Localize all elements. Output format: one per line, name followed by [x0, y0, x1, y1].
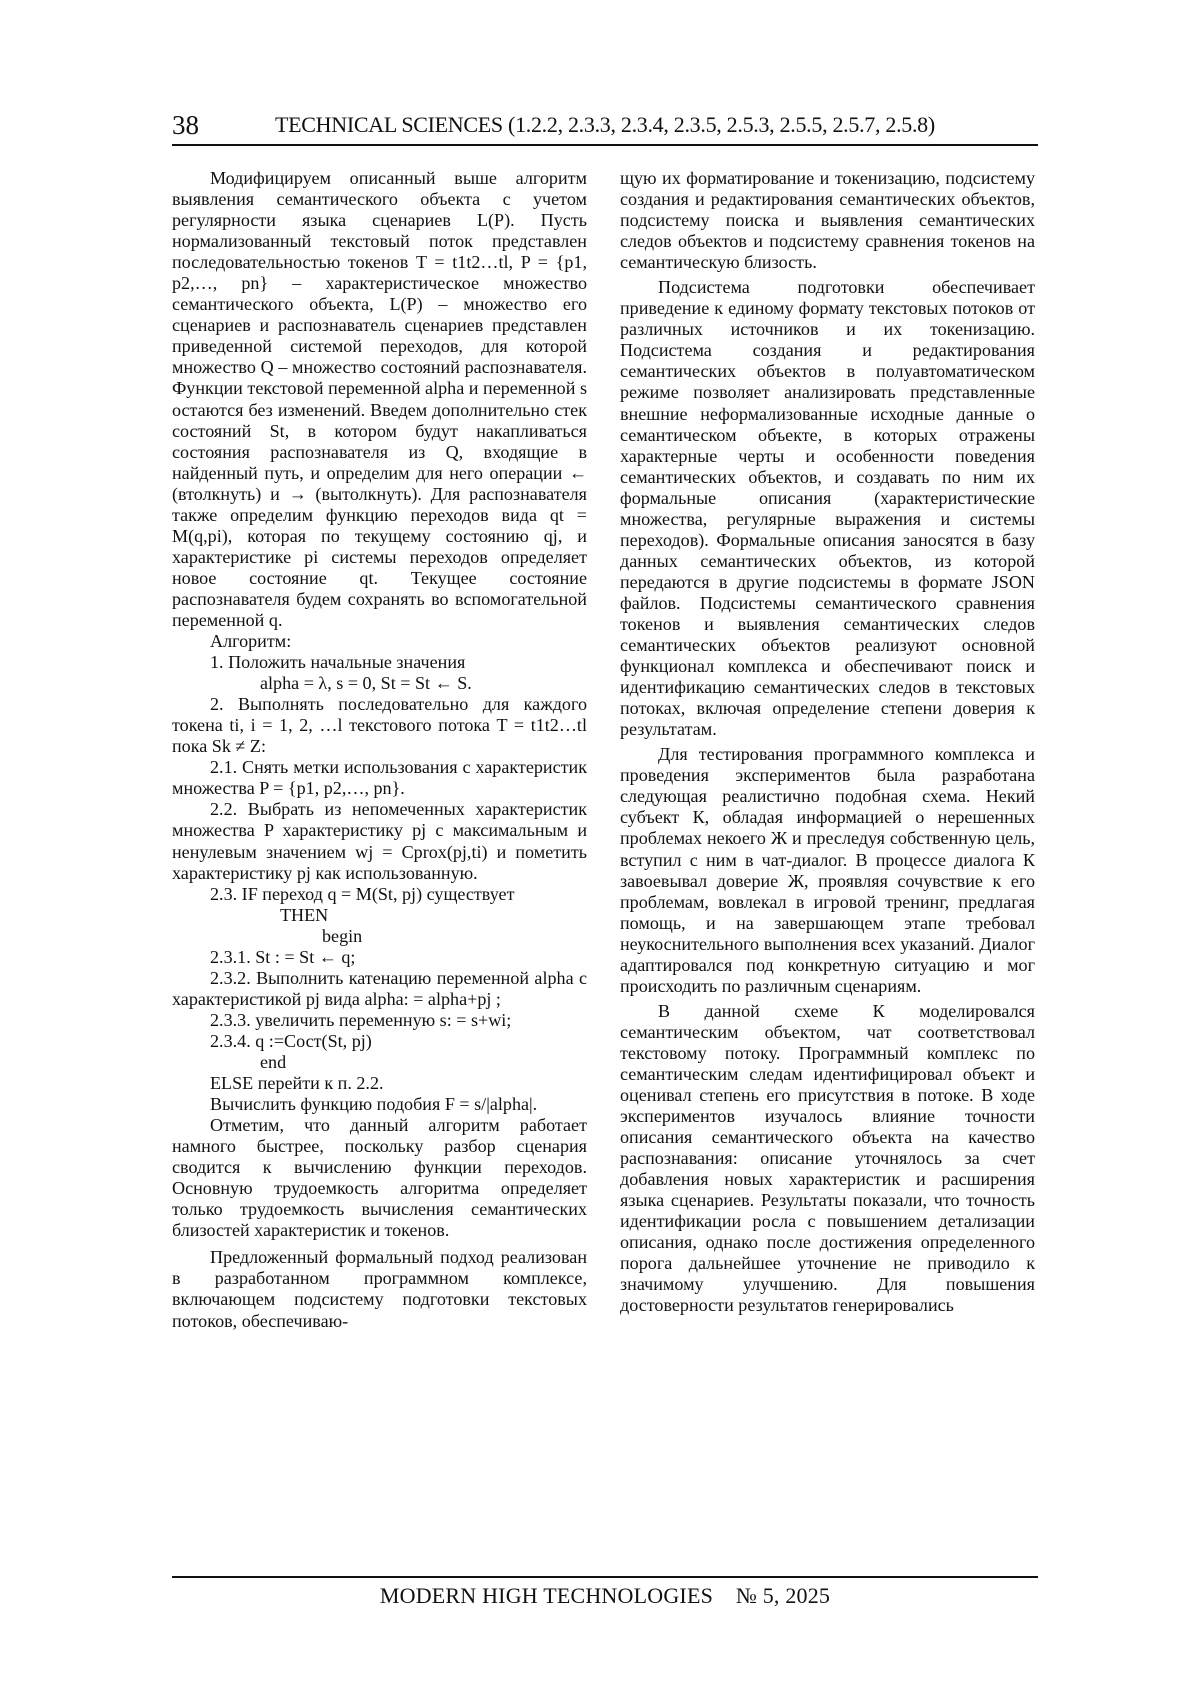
algorithm-keyword: end: [260, 1051, 287, 1072]
paragraph: Отметим, что данный алгоритм работает намного быстрее, поскольку разбор сценария сводится к вычислению функции переходов. Основную трудоемкость алгоритма определяет только трудоемкость вычисления семантических близостей характеристик и токенов.: [172, 1115, 587, 1241]
right-column: [620, 168, 1035, 1317]
left-column: [172, 168, 587, 1332]
journal-name: MODERN HIGH TECHNOLOGIES: [379, 1583, 714, 1608]
algorithm-step: 2.2. Выбрать из непомеченных характеристик множества P характеристику pj с максимальным и ненулевым значением wj = Cprox(pj,ti) и пометить характеристику pj как использованную.: [172, 799, 587, 883]
paragraph: Модифицируем описанный выше алгоритм выявления семантического объекта с учетом регулярности языка сценариев L(P). Пусть нормализованный текстовый поток представлен последовательностью токенов T = t1t2…tl, P = {p1, p2,…, pn} – характеристическое множество семантического объекта, L(P) – множество его сценариев и распознаватель сценариев представлен приведенной системой переходов, для которой множество Q – множество состояний распознавателя. Функции текстовой переменной alpha и переменной s остаются без изменений. Введем дополнительно стек состояний St, в котором будут накапливаться состояния распознавателя из Q, входящие в найденный путь, и определим для него операции ← (втолкнуть) и → (вытолкнуть). Для распознавателя также определим функцию переходов вида qt = M(q,pi), которая по текущему состоянию qj, и характеристике pi системы переходов определяет новое состояние qt. Текущее состояние распознавателя будем сохранять во вспомогательной переменной q.: [172, 168, 587, 630]
algorithm-heading: Алгоритм:: [210, 631, 292, 652]
algorithm-formula: alpha = λ, s = 0, St = St ← S.: [260, 673, 472, 694]
algorithm-step: 2.3.4. q :=Сост(St, pj): [210, 1030, 372, 1051]
paragraph: Подсистема подготовки обеспечивает приведение к единому формату текстовых потоков от различных источников и их токенизацию. Подсистема создания и редактирования семантических объектов в полуавтоматическом режиме позволяет анализировать представленные внешние неформализованные исходные данные о семантическом объекте, в которых отражены характерные черты и особенности поведения семантических объектов, и создавать по ним их формальные описания (характеристические множества, регулярные выражения и системы переходов). Формальные описания заносятся в базу данных семантических объектов, из которой передаются в другие подсистемы в формате JSON файлов. Подсистемы семантического сравнения токенов и выявления семантических следов семантических объектов реализуют основной функционал комплекса и обеспечивают поиск и идентификацию семантических следов в текстовых потоках, включая определение степени доверия к результатам.: [620, 277, 1035, 740]
algorithm-step: 2.3. IF переход q = M(St, pj) существует: [210, 883, 515, 904]
paragraph: Для тестирования программного комплекса и проведения экспериментов была разработана следующая реалистично подобная схема. Некий субъект К, обладая информацией о нерешенных проблемах некоего Ж и преследуя собственную цель, вступил с ним в чат-диалог. В процессе диалога К завоевывал доверие Ж, проявляя сочувствие к его проблемам, вовлекал в игровой тренинг, предлагая помощь, и на завершающем этапе требовал неукоснительного выполнения всех указаний. Диалог адаптировался под конкретную ситуацию и мог происходить по различным сценариям.: [620, 744, 1035, 996]
page-number: 38: [172, 110, 199, 140]
paragraph: В данной схеме К моделировался семантическим объектом, чат соответствовал текстовому потоку. Программный комплекс по семантическим следам идентифицировал объект и оценивал степень его присутствия в потоке. В ходе экспериментов изучалось влияние точности описания семантического объекта на качество распознавания: описание уточнялось за счет добавления новых характеристик и расширения языка сценариев. Результаты показали, что точность идентификации росла с повышением детализации описания, однако после достижения определенного порога дальнейшее уточнение не приводило к значимому улучшению. Для повышения достоверности результатов генерировались: [620, 1000, 1035, 1316]
page-header: [172, 106, 1038, 146]
algorithm-step: Вычислить функцию подобия F = s/|alpha|.: [210, 1094, 538, 1115]
issue-number: № 5, 2025: [735, 1583, 831, 1608]
algorithm-step: ELSE перейти к п. 2.2.: [210, 1073, 384, 1094]
algorithm-step: 2. Выполнять последовательно для каждого токена ti, i = 1, 2, …l текстового потока T = t1t2…tl пока Sk ≠ Z:: [172, 694, 587, 757]
footer-divider: [172, 1576, 1038, 1578]
section-title: TECHNICAL SCIENCES (1.2.2, 2.3.3, 2.3.4, 2.3.5, 2.5.3, 2.5.5, 2.5.7, 2.5.8): [275, 112, 935, 137]
algorithm-step: 2.3.3. увеличить переменную s: = s+wi;: [210, 1009, 512, 1030]
algorithm-step: 2.3.1. St : = St ← q;: [210, 946, 356, 967]
paragraph: Предложенный формальный подход реализован в разработанном программном комплексе, включающем подсистему подготовки текстовых потоков, обеспечиваю-: [172, 1247, 587, 1331]
algorithm-keyword: begin: [322, 925, 363, 946]
paragraph: щую их форматирование и токенизацию, подсистему создания и редактирования семантических объектов, подсистему поиска и выявления семантических следов объектов и подсистему сравнения токенов на семантическую близость.: [620, 168, 1035, 273]
page-footer: [172, 1583, 1038, 1609]
algorithm-step: 2.3.2. Выполнить катенацию переменной alpha с характеристикой pj вида alpha: = alpha+pj ;: [172, 967, 587, 1009]
algorithm-keyword: THEN: [280, 904, 329, 925]
algorithm-step: 2.1. Снять метки использования с характеристик множества P = {p1, p2,…, pn}.: [172, 757, 587, 799]
algorithm-step: 1. Положить начальные значения: [210, 652, 466, 673]
